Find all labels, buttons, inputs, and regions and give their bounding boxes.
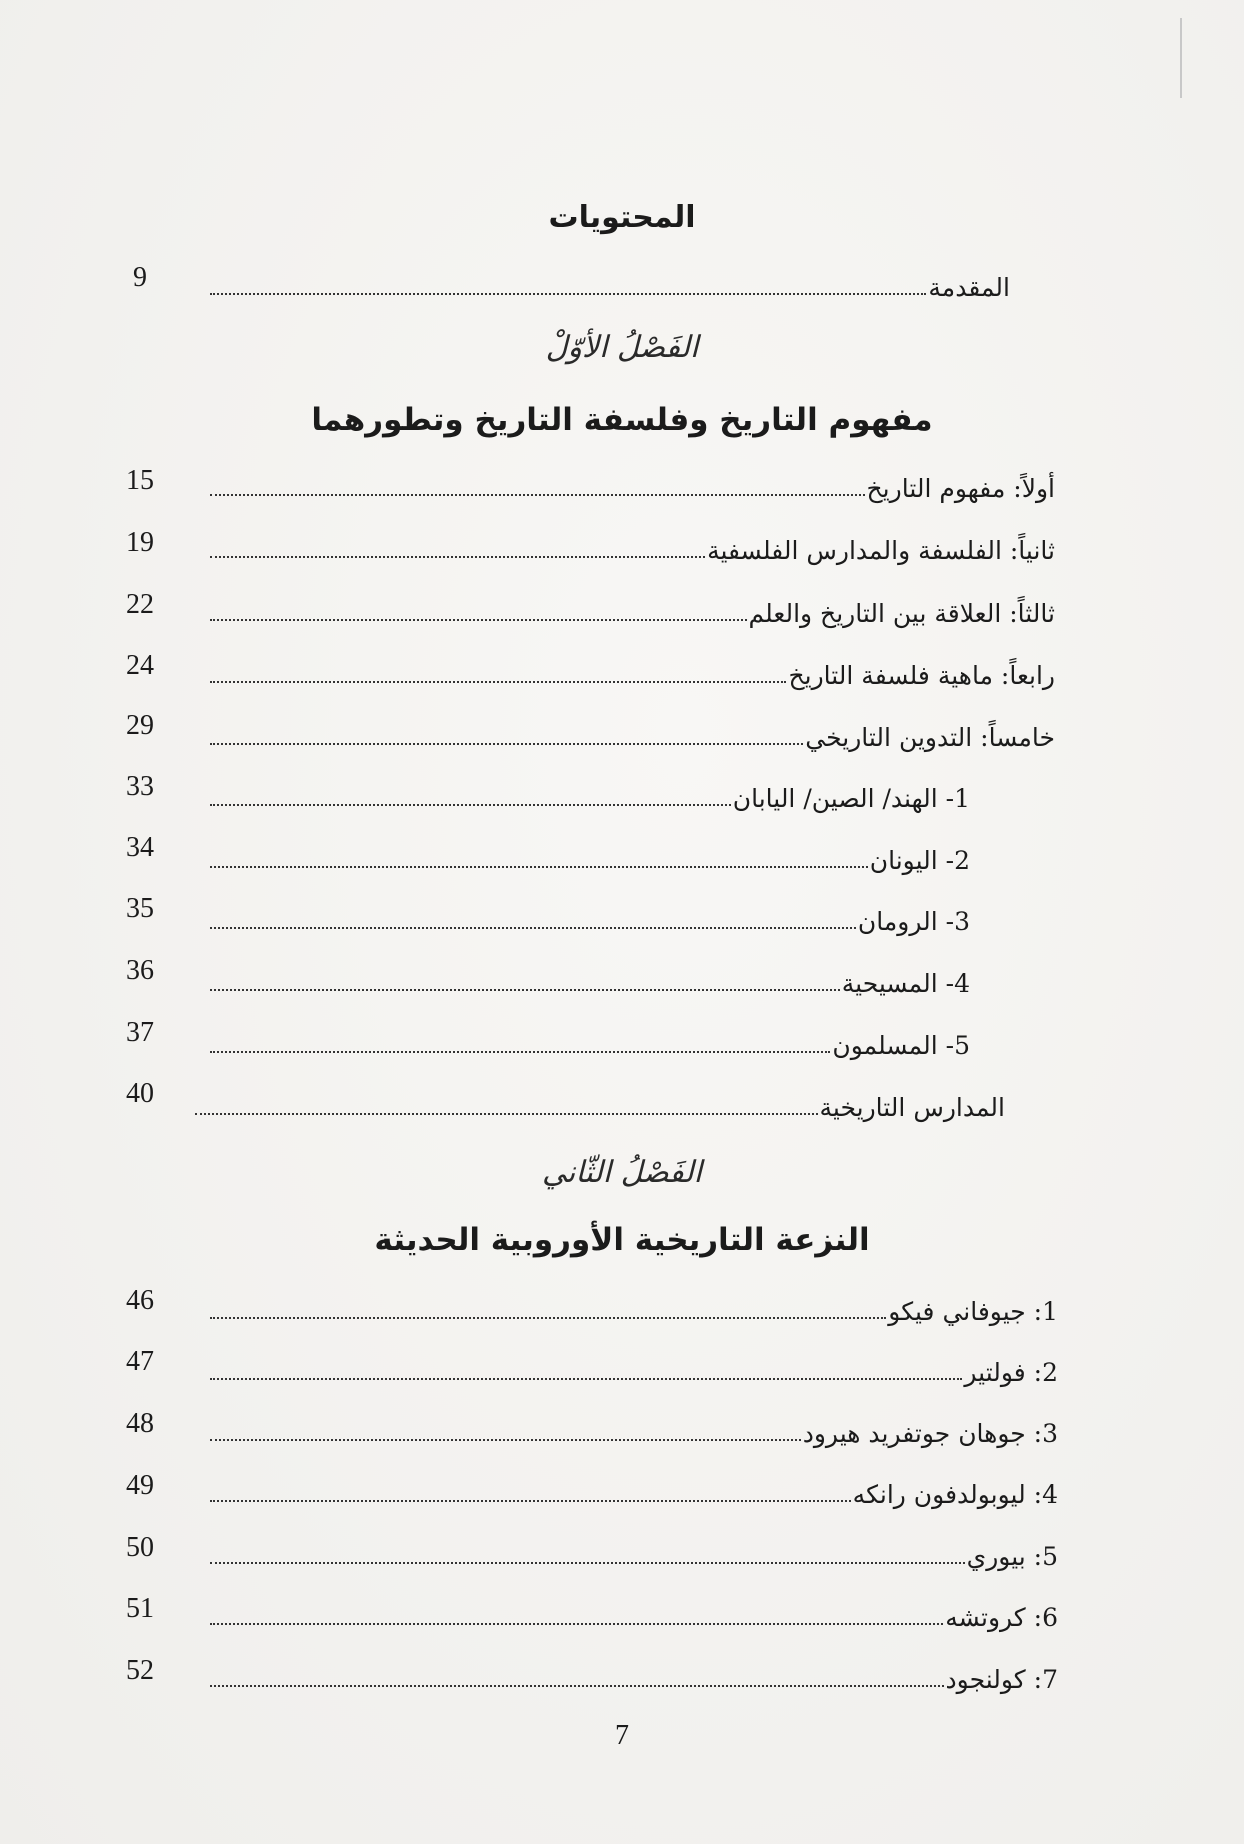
toc-entry-label: المقدمة [928,273,1010,302]
dot-leader [210,681,786,683]
dot-leader [210,556,705,558]
toc-entry [210,1654,1058,1694]
toc-entry-page: 48 [126,1408,154,1439]
dot-leader [210,1500,851,1502]
toc-entry [210,1592,1058,1632]
toc-entry-page: 33 [126,771,154,802]
toc-entry-page: 35 [126,893,154,924]
toc-entry-label: 2- اليونان [869,846,970,875]
dot-leader [210,1051,830,1053]
toc-entry-label: 4- المسيحية [841,969,970,998]
toc-entry-page: 34 [126,832,154,863]
toc-entry-label: 1: جيوفاني فيكو [888,1297,1058,1326]
dot-leader [210,1439,801,1441]
toc-entry-page: 40 [126,1078,154,1109]
toc-entry-page: 50 [126,1532,154,1563]
chapter-2-ornament: الفَصْلُ الثّاني [542,1155,702,1190]
dot-leader [210,866,868,868]
toc-entry-label: 3- الرومان [857,907,970,936]
dot-leader [210,743,803,745]
toc-entry-page: 46 [126,1285,154,1316]
dot-leader [210,494,865,496]
toc-title: المحتويات [548,200,696,235]
toc-entry-sub [210,773,970,813]
toc-entry [210,650,1055,690]
toc-entry [210,525,1055,565]
dot-leader [210,1685,944,1687]
toc-entry-page: 47 [126,1346,154,1377]
dot-leader [195,1113,818,1115]
toc-entry-page: 52 [126,1655,154,1686]
toc-entry-label: 2: فولتير [964,1358,1058,1387]
toc-entry-label: ثانياً: الفلسفة والمدارس الفلسفية [707,536,1055,565]
toc-entry [210,588,1055,628]
toc-entry-intro [210,262,1010,302]
toc-entry-label: أولاً: مفهوم التاريخ [866,474,1055,503]
dot-leader [210,804,731,806]
toc-entry-label: 1- الهند/ الصين/ اليابان [732,784,970,813]
toc-entry [210,712,1055,752]
toc-entry-label: 6: كروتشه [945,1603,1058,1632]
toc-entry-page: 15 [126,465,154,496]
dot-leader [210,619,747,621]
toc-entry-page: 9 [133,262,147,293]
toc-entry-label: رابعاً: ماهية فلسفة التاريخ [788,661,1055,690]
toc-entry-label: ثالثاً: العلاقة بين التاريخ والعلم [748,599,1055,628]
dot-leader [210,1623,943,1625]
toc-entry-page: 19 [126,527,154,558]
toc-entry-label: 3: جوهان جوتفريد هيرود [802,1419,1058,1448]
page-number: 7 [615,1720,629,1751]
dot-leader [210,927,856,929]
toc-entry-page: 22 [126,589,154,620]
toc-entry-sub [210,958,970,998]
toc-entry-page: 36 [126,955,154,986]
toc-entry-page: 37 [126,1017,154,1048]
dot-leader [210,989,840,991]
toc-entry [210,463,1055,503]
dot-leader [210,1378,962,1380]
toc-entry-label: المدارس التاريخية [819,1093,1005,1122]
chapter-1-ornament: الفَصْلُ الأوّلْ [545,330,699,365]
toc-entry-label: 7: كولنجود [945,1665,1058,1694]
toc-entry-page: 24 [126,650,154,681]
toc-entry-label: 5: بيوري [966,1542,1058,1571]
toc-entry [210,1347,1058,1387]
chapter-2-title: النزعة التاريخية الأوروبية الحديثة [374,1222,870,1258]
toc-entry-page: 51 [126,1593,154,1624]
toc-entry [210,1408,1058,1448]
toc-entry [195,1082,1005,1122]
chapter-1-title: مفهوم التاريخ وفلسفة التاريخ وتطورهما [311,402,933,438]
toc-entry-label: خامساً: التدوين التاريخي [805,723,1055,752]
toc-entry [210,1286,1058,1326]
toc-entry [210,1469,1058,1509]
page-edge-mark [1180,18,1182,98]
toc-entry-sub [210,896,970,936]
toc-entry-page: 49 [126,1470,154,1501]
toc-entry-sub [210,1020,970,1060]
dot-leader [210,293,926,295]
toc-entry-page: 29 [126,710,154,741]
toc-entry [210,1531,1058,1571]
toc-entry-label: 4: ليوبولدفون رانكه [852,1480,1058,1509]
dot-leader [210,1317,886,1319]
toc-entry-sub [210,835,970,875]
toc-entry-label: 5- المسلمون [832,1031,970,1060]
dot-leader [210,1562,965,1564]
